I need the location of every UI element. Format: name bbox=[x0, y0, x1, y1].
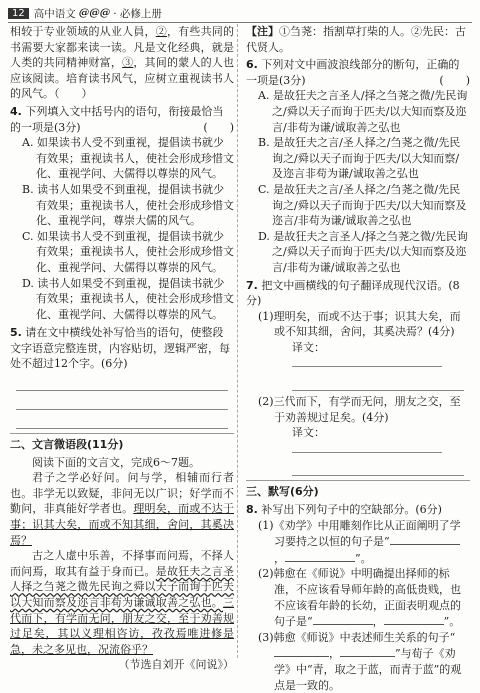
q7-part-2: (2)三代而下，有学而无问，朋友之交，至于劝善规过足矣。(4分) bbox=[258, 395, 461, 424]
classical-para-1: 君子之学必好问。问与学，相辅而行者也。非学无以致疑，非问无以广识；好学而不勤问，非真能好学者也。理明矣，而或不达于事；识其大矣，而或不知其细，舍问，其奚决焉？ bbox=[10, 471, 235, 547]
q8-part-3: (3)韩愈《师说》中表述师生关系的句子“， ”与荀子《劝学》中“青，取之于蓝，而青于蓝”的观点是一致的。 bbox=[258, 630, 462, 692]
question-4: 4. 下列填入文中括号内的语句，衔接最恰当的一项是(3分) ( ) bbox=[10, 104, 234, 134]
q8-3-blank-1[interactable] bbox=[274, 645, 329, 657]
q6-option-a[interactable]: A. 是故狂夫之言圣人/择之刍荛之微/先民询之/舜以天子而询于匹夫/以大知而察及迩言/非苟为谦/诚取善之弘也 bbox=[258, 89, 468, 134]
section-3-title: 三、默写(6分) bbox=[246, 480, 470, 500]
q8-3-blank-2[interactable] bbox=[340, 645, 395, 657]
question-6: 6. 下列对文中画波浪线部分的断句，正确的一项是(3分) ( ) bbox=[246, 58, 470, 87]
blank-2: ② bbox=[155, 25, 167, 38]
translation-underline-2: 三代而下，有学而无问，朋友之交，至于劝善规过足矣，其以义理相咨访，孜孜焉唯进修是急，未之多见也，况流俗乎？ bbox=[10, 596, 234, 656]
translation-underline-1: 理明矣，而或不达于事；识其大矣，而或不知其细， bbox=[10, 502, 235, 532]
annotation: 【注】①刍荛：指割草打柴的人。②先民：古代贤人。 bbox=[246, 25, 466, 54]
q8-2-blank-2[interactable] bbox=[384, 613, 444, 625]
q5-answer-line-2[interactable] bbox=[16, 394, 228, 410]
q8-1-blank-2[interactable] bbox=[285, 550, 355, 562]
book-subtitle: · 必修上册 bbox=[113, 7, 162, 20]
section-2-title: 二、文言微语段(11分) bbox=[10, 433, 234, 453]
header-rule bbox=[8, 22, 472, 23]
q5-answer-line-1[interactable] bbox=[16, 375, 228, 391]
q7-part-1: (1)理明矣，而或不达于事；识其大矣，而或不知其细，舍问，其奚决焉？(4分) bbox=[258, 309, 461, 339]
wavy-underline-sentence: 是故狂夫之言圣人择之刍荛之微先民询之舜以天子而询于匹夫以大知而察及迩言非苟为谦诚取善之弘也。 bbox=[10, 564, 235, 609]
q7-2-answer[interactable]: 译文： bbox=[246, 425, 470, 457]
question-7: 7. 把文中画横线的句子翻译成现代汉语。(8分) bbox=[246, 278, 460, 308]
q7-1-answer-line[interactable] bbox=[292, 375, 464, 391]
page-header bbox=[8, 5, 472, 21]
column-divider bbox=[237, 24, 238, 658]
q6-option-b[interactable]: B. 是故狂夫之言/圣人择之/刍荛之微/先民询之/舜以天子而询于匹夫/以大知而察/及迩言非苟为谦/诚取善之弘也 bbox=[258, 136, 461, 181]
q6-option-c[interactable]: C. 是故狂夫之言/圣人择之/刍荛之微/先民询之/舜以天子而询于匹夫/以大知而察及迩言/非苟为谦/诚取善之弘也 bbox=[258, 182, 467, 228]
q4-option-a[interactable]: A. 如果读书人受不到重视，提倡读书就少有效果；重视读书人，使社会形成珍惜文化、重视学问、大儒得以尊崇的风气。 bbox=[22, 136, 234, 181]
q6-option-d[interactable]: D. 是故狂夫之言圣人/择之刍荛之微/先民询之/舜以天子而询于匹夫/以大知而察及迩言/非苟为谦/诚取善之弘也 bbox=[258, 229, 468, 274]
q8-part-1: (1)《劝学》中用雕刻作比从正面阐明了学习要持之以恒的句子是“， ”。 bbox=[258, 518, 461, 565]
q4-option-b[interactable]: B. 读书人如果受不到重视，提倡读书就少有效果；重视读书人，使社会形成珍惜文化、重视学问，尊崇大儒的风气。 bbox=[22, 182, 234, 228]
source-citation: （节选自刘开《问说》） bbox=[118, 658, 234, 672]
blank-3: ③ bbox=[122, 56, 134, 70]
brand-logo: @@@ bbox=[78, 7, 111, 19]
classical-para-2: 古之人虚中乐善，不择事而问焉，不择人而问焉，取其有益于身而已。是故狂夫之言圣人择之刍荛之微先民询之舜以天子而询于匹夫以大知而察及迩言非苟为谦诚取善之弘也。三代而下，有学而无问，朋友之交，至于劝善规过足矣，其以义理相咨访，孜孜焉唯进修是急，未之多见也，况流俗乎？ bbox=[10, 549, 235, 656]
q4-option-c[interactable]: C. 如果读书人受不到重视，提倡读书就少有效果；重视读书人，使社会形成珍惜文化、重视学问、大儒得以尊崇的风气。 bbox=[22, 229, 234, 274]
question-5: 5. 请在文中横线处补写恰当的语句，使整段文字语意完整连贯，内容贴切，逻辑严密，每处不超过12个字。(6分) bbox=[10, 326, 230, 371]
left-column bbox=[10, 24, 234, 673]
q8-2-blank-1[interactable] bbox=[313, 613, 373, 625]
q5-answer-line-3[interactable] bbox=[16, 413, 228, 429]
page-number: 12 bbox=[8, 8, 29, 19]
book-title: 高中语文 bbox=[33, 7, 76, 20]
q7-1-answer[interactable]: 译文： bbox=[246, 340, 470, 372]
q4-option-d[interactable]: D. 读书人如果受不到重视，提倡读书就少有效果；重视读书人，使社会形成珍惜文化、重视学问、大儒得以尊崇的风气。 bbox=[22, 276, 234, 321]
right-column bbox=[246, 24, 470, 693]
passage-continuation: 相较于专业领域的从业人員，②，有些共同的书需要大家都来读一读。凡是文化经典，就是人类的共同精神财富，③，其间的蒙人的人也应该阅读。培育读书风气，应树立重视读书人的风气。（ ） bbox=[10, 25, 235, 101]
q8-part-2: (2)韩愈在《师说》中明确提出择师的标准，不应该看导师年龄的高低贵贱，也不应该看年龄的长幼，正面表明观点的句子是“ ， ”。 bbox=[258, 567, 461, 629]
question-8: 8. 补写出下列句子中的空缺部分。(6分) bbox=[246, 503, 442, 517]
section-2-intro: 阅读下面的文言文，完成6～7题。 bbox=[32, 455, 200, 469]
q7-2-answer-line[interactable] bbox=[292, 460, 464, 476]
q8-1-blank-1[interactable] bbox=[390, 533, 460, 545]
